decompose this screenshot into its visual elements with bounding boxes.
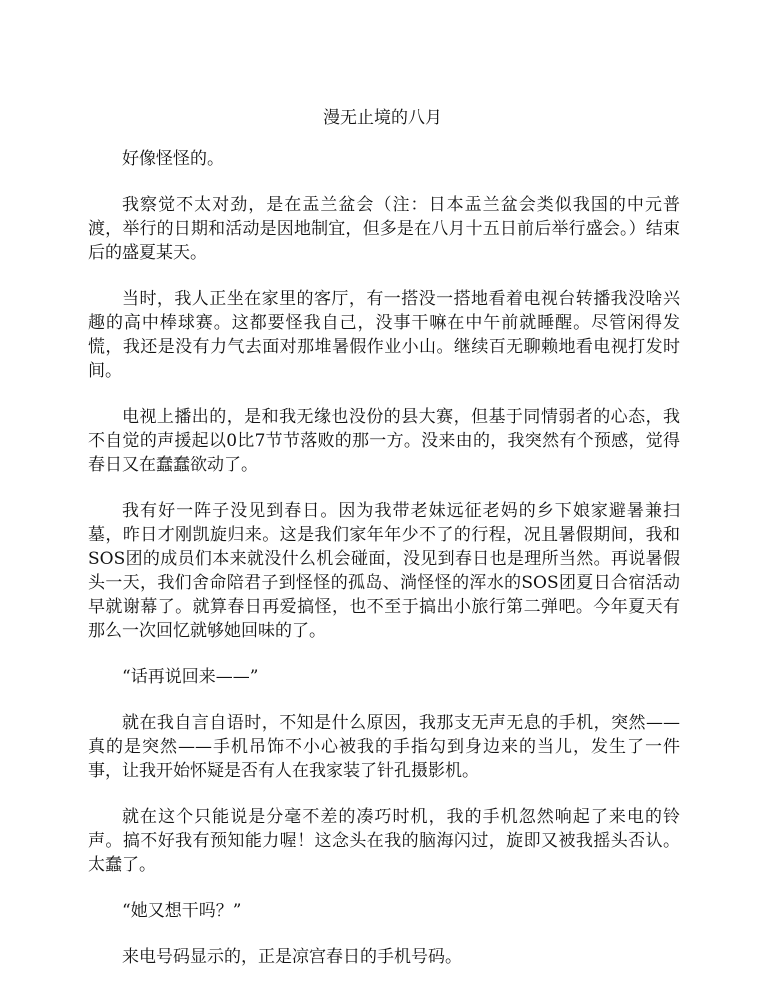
paragraph: 我有好一阵子没见到春日。因为我带老妹远征老妈的乡下娘家避暑兼扫墓，昨日才刚凯旋归来。这是我们家年年少不了的行程，况且暑假期间，我和SOS团的成员们本来就没什么机会碰面，没见到春日也是理所当然。再说暑假头一天，我们舍命陪君子到怪怪的孤岛、淌怪怪的浑水的SOS团夏日合宿活动早就谢幕了。就算春日再爱搞怪，也不至于搞出小旅行第二弹吧。今年夏天有那么一次回忆就够她回味的了。 [88, 501, 680, 641]
paragraph: 当时，我人正坐在家里的客厅，有一搭没一搭地看着电视台转播我没啥兴趣的高中棒球赛。这都要怪我自己，没事干嘛在中午前就睡醒。尽管闲得发慌，我还是没有力气去面对那堆暑假作业小山。继续百无聊赖地看电视打发时间。 [88, 289, 680, 381]
paragraph: 好像怪怪的。 [122, 149, 224, 169]
paragraph: 就在我自言自语时，不知是什么原因，我那支无声无息的手机，突然——真的是突然——手机吊饰不小心被我的手指勾到身边来的当儿，发生了一件事，让我开始怀疑是否有人在我家装了针孔摄影机。 [88, 713, 680, 781]
paragraph: 来电号码显示的，正是凉宫春日的手机号码。 [122, 947, 462, 967]
paragraph: “话再说回来——” [122, 667, 259, 687]
document-title: 漫无止境的八月 [323, 108, 442, 128]
paragraph: 就在这个只能说是分毫不差的凑巧时机，我的手机忽然响起了来电的铃声。搞不好我有预知能力喔！这念头在我的脑海闪过，旋即又被我摇头否认。太蠢了。 [88, 807, 680, 875]
paragraph: 电视上播出的，是和我无缘也没份的县大赛，但基于同情弱者的心态，我不自觉的声援起以0比7节节落败的那一方。没来由的，我突然有个预感，觉得春日又在蠢蠢欲动了。 [88, 407, 680, 475]
paragraph: 我察觉不太对劲，是在盂兰盆会（注：日本盂兰盆会类似我国的中元普渡，举行的日期和活动是因地制宜，但多是在八月十五日前后举行盛会。）结束后的盛夏某天。 [88, 195, 680, 263]
paragraph: “她又想干吗？” [122, 901, 242, 921]
document-body [88, 147, 680, 991]
